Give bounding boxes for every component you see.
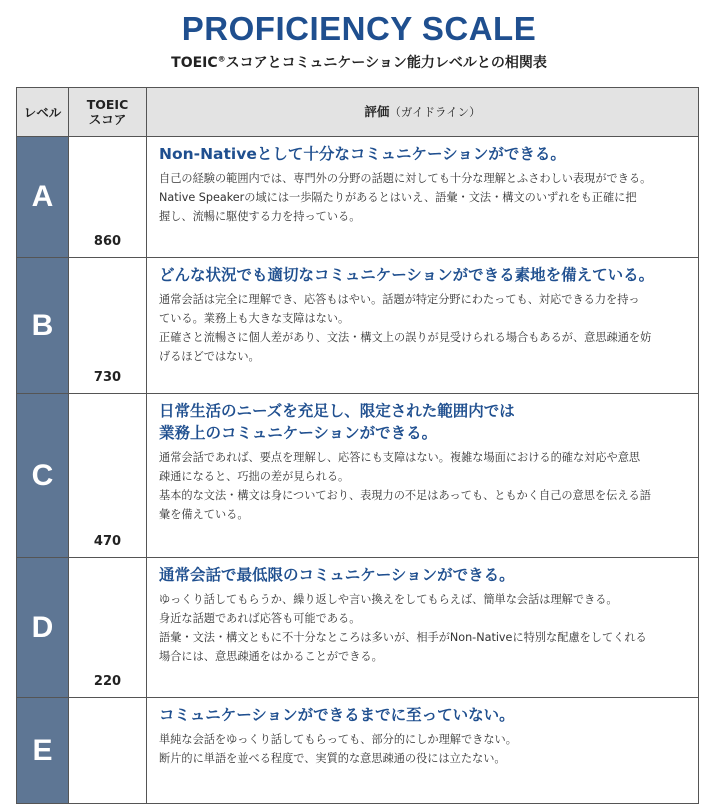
evaluation-text: 身近な話題であれば応答も可能である。 — [159, 612, 361, 625]
evaluation-heading: どんな状況でも適切なコミュニケーションができる素地を備えている。 — [159, 266, 655, 284]
header-evaluation — [147, 88, 699, 137]
score-value: 730 — [93, 370, 122, 385]
header-score-line2: スコア — [88, 112, 127, 127]
evaluation-heading: 日常生活のニーズを充足し、限定された範囲内では — [159, 402, 515, 420]
score-cell — [69, 137, 147, 258]
evaluation-text: ている。業務上も大きな支障はない。 — [159, 312, 350, 325]
level-cell: E — [17, 698, 69, 804]
subtitle-suffix: スコアとコミュニケーション能力レベルとの相関表 — [225, 55, 547, 71]
table-row — [17, 698, 699, 804]
evaluation-heading: Non-Nativeとして十分なコミュニケーションができる。 — [159, 145, 566, 163]
evaluation-text: 疎通になると、巧拙の差が見られる。 — [159, 470, 350, 483]
evaluation-heading: コミュニケーションができるまでに至っていない。 — [159, 706, 515, 724]
table-row — [17, 394, 699, 558]
evaluation-text: 彙を備えている。 — [159, 508, 249, 521]
table-row — [17, 258, 699, 394]
header-score-line1: TOEIC — [86, 97, 129, 112]
score-value: 860 — [93, 234, 122, 249]
evaluation-cell — [147, 394, 699, 558]
evaluation-text: 自己の経験の範囲内では、専門外の分野の話題に対しても十分な理解とふさわしい表現ができる。 — [159, 172, 652, 185]
evaluation-text: 場合には、意思疎通をはかることができる。 — [159, 650, 383, 663]
evaluation-text: 通常会話は完全に理解でき、応答もはやい。話題が特定分野にわたっても、対応できる力を持っ — [159, 293, 640, 306]
score-cell — [69, 558, 147, 698]
evaluation-text: ゆっくり話してもらうか、繰り返しや言い換えをしてもらえば、簡単な会話は理解できる。 — [159, 593, 618, 606]
header-score — [69, 88, 147, 137]
table-row — [17, 137, 699, 258]
score-cell — [69, 698, 147, 804]
evaluation-heading: 業務上のコミュニケーションができる。 — [159, 424, 438, 442]
registered-mark: ® — [217, 54, 226, 64]
evaluation-text: 断片的に単語を並べる程度で、実質的な意思疎通の役には立たない。 — [159, 752, 506, 765]
evaluation-text: 基本的な文法・構文は身についており、表現力の不足はあっても、ともかく自己の意思を伝える語 — [159, 489, 651, 502]
evaluation-heading: 通常会話で最低限のコミュニケーションができる。 — [159, 566, 515, 584]
evaluation-cell — [147, 258, 699, 394]
level-cell: C — [17, 394, 69, 558]
evaluation-text: 通常会話であれば、要点を理解し、応答にも支障はない。複雑な場面における的確な対応や意思 — [159, 451, 641, 464]
evaluation-text: 単純な会話をゆっくり話してもらっても、部分的にしか理解できない。 — [159, 733, 517, 746]
subtitle-prefix: TOEIC — [171, 55, 218, 71]
evaluation-cell — [147, 558, 699, 698]
evaluation-text: げるほどではない。 — [159, 350, 260, 363]
score-value: 220 — [93, 674, 122, 689]
evaluation-text: 正確さと流暢さに個人差があり、文法・構文上の誤りが見受けられる場合もあるが、意思疎通を妨 — [159, 331, 652, 344]
level-cell: A — [17, 137, 69, 258]
page-title: PROFICIENCY SCALE — [181, 10, 537, 47]
score-cell — [69, 394, 147, 558]
evaluation-text: Native Speakerの域には一歩隔たりがあるとはいえ、語彙・文法・構文のいずれをも正確に把 — [159, 191, 637, 204]
header-evaluation-note: （ガイドライン） — [389, 105, 481, 119]
evaluation-cell — [147, 137, 699, 258]
header-evaluation-label: 評価 — [364, 104, 390, 119]
score-value: 470 — [93, 534, 122, 549]
level-cell: D — [17, 558, 69, 698]
evaluation-text: 語彙・文法・構文ともに不十分なところは多いが、相手がNon-Nativeに特別な配慮をしてくれる — [159, 631, 647, 644]
header-level: レベル — [17, 88, 69, 137]
score-cell — [69, 258, 147, 394]
level-cell: B — [17, 258, 69, 394]
page-subtitle — [0, 52, 718, 72]
table-row — [17, 558, 699, 698]
evaluation-text: 握し、流暢に駆使する力を持っている。 — [159, 210, 361, 223]
table-header-row — [17, 88, 699, 137]
proficiency-table — [16, 87, 699, 804]
evaluation-cell — [147, 698, 699, 804]
